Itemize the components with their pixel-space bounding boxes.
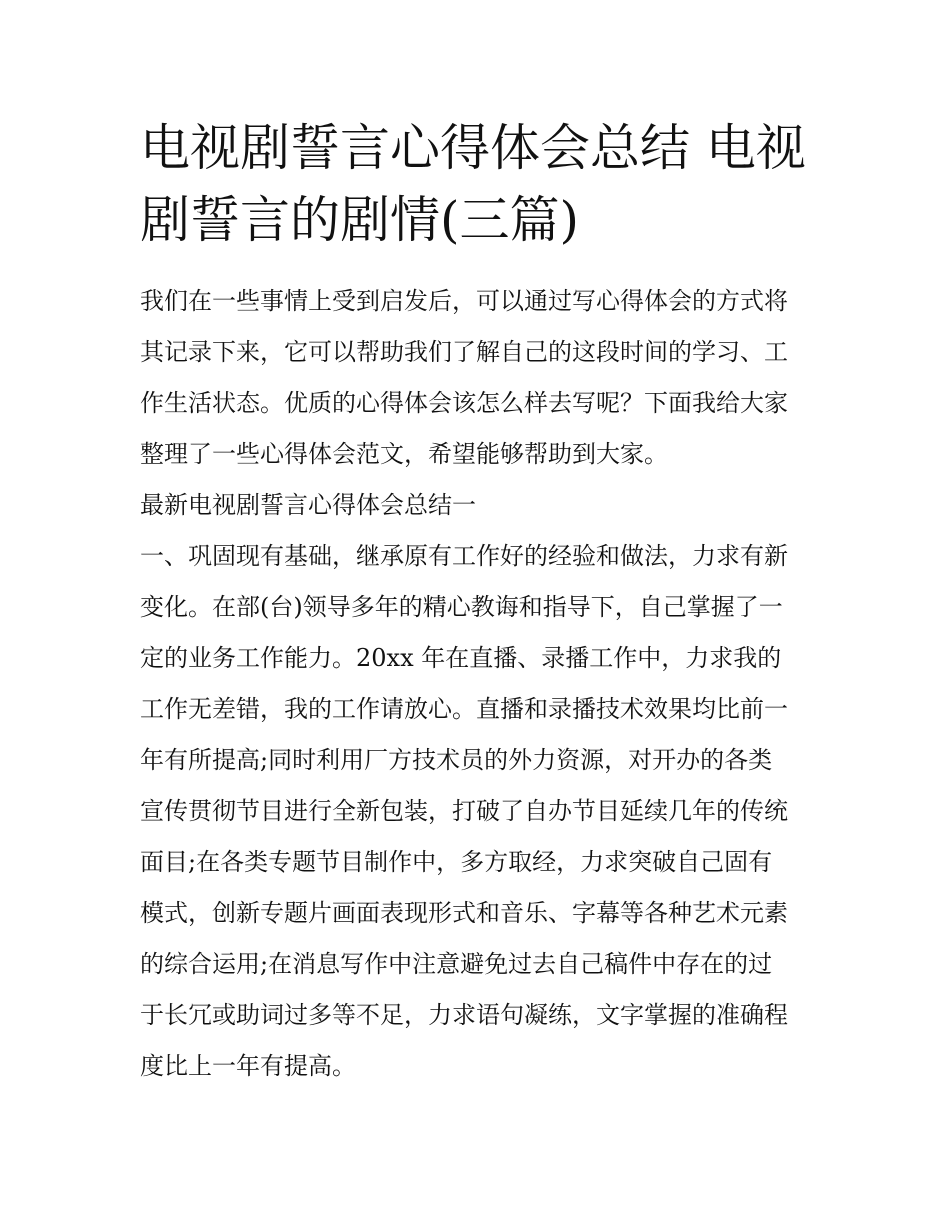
document-title (140, 112, 820, 256)
title-line-1: 电视剧誓言心得体会总结 电视 (140, 119, 806, 177)
intro-line: 作生活状态。优质的心得体会该怎么样去写呢？下面我给大家 (140, 389, 788, 417)
document-body (140, 276, 820, 1092)
section-line: 一、巩固现有基础，继承原有工作好的经验和做法，力求有新 (140, 542, 788, 570)
section-paragraph (140, 531, 820, 1092)
section-line: 于长冗或助词过多等不足，力求语句凝练，文字掌握的准确程 (140, 1001, 788, 1029)
intro-line: 我们在一些事情上受到启发后，可以通过写心得体会的方式将 (140, 287, 788, 315)
section-line: 模式，创新专题片画面表现形式和音乐、字幕等各种艺术元素 (140, 899, 788, 927)
section-line: 变化。在部(台)领导多年的精心教诲和指导下，自己掌握了一 (140, 593, 783, 621)
section-heading: 最新电视剧誓言心得体会总结一 (140, 491, 476, 519)
intro-line: 其记录下来，它可以帮助我们了解自己的这段时间的学习、工 (140, 338, 788, 366)
section-line: 年有所提高;同时利用厂方技术员的外力资源，对开办的各类 (140, 746, 773, 774)
section-line: 定的业务工作能力。20xx 年在直播、录播工作中，力求我的 (140, 644, 782, 672)
title-line-2: 剧誓言的剧情(三篇) (140, 191, 580, 249)
section-line: 的综合运用;在消息写作中注意避免过去自己稿件中存在的过 (140, 950, 773, 978)
section-line: 度比上一年有提高。 (140, 1052, 356, 1080)
intro-paragraph (140, 276, 820, 480)
section-line: 面目;在各类专题节目制作中，多方取经，力求突破自己固有 (140, 848, 773, 876)
section-line: 宣传贯彻节目进行全新包装，打破了自办节目延续几年的传统 (140, 797, 788, 825)
intro-line: 整理了一些心得体会范文，希望能够帮助到大家。 (140, 440, 668, 468)
section-line: 工作无差错，我的工作请放心。直播和录播技术效果均比前一 (140, 695, 788, 723)
